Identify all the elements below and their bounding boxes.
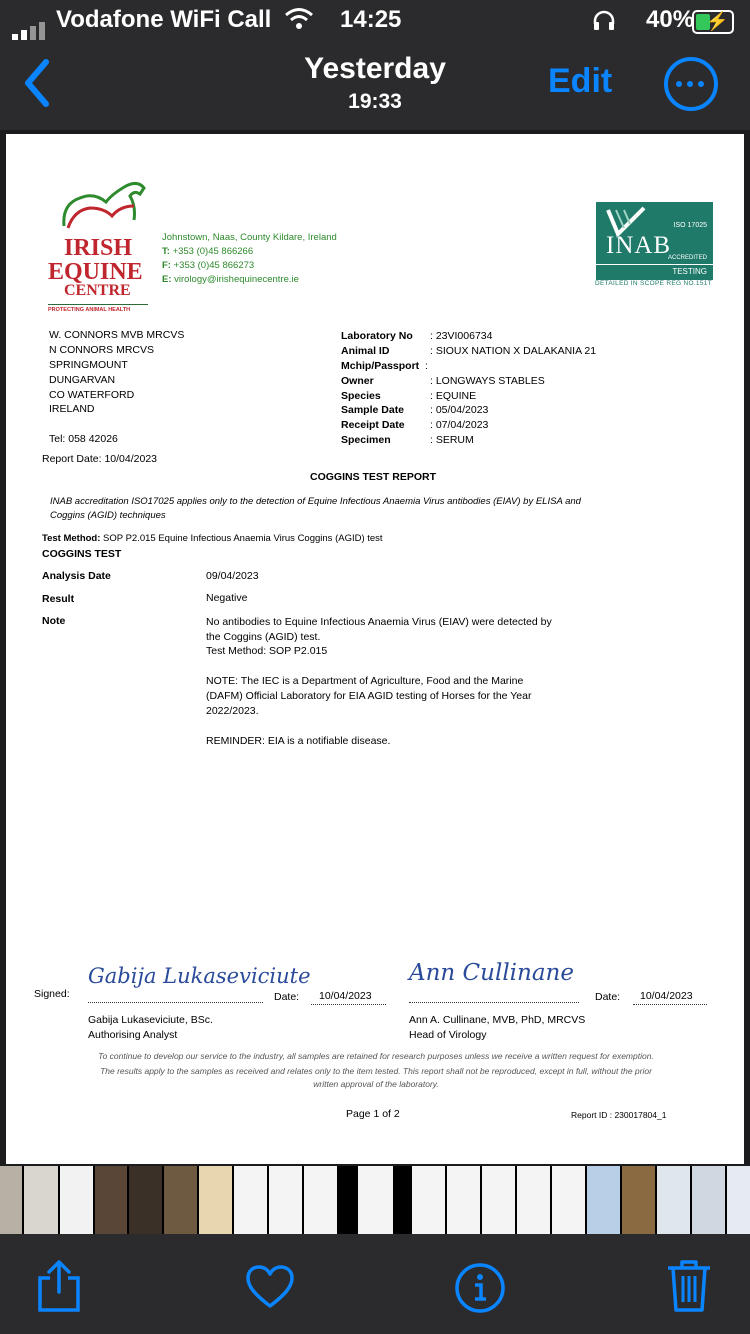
- analysis-date-label: Analysis Date: [42, 570, 111, 582]
- detail-value: : 07/04/2023: [430, 419, 489, 431]
- recipient-line: SPRINGMOUNT: [49, 359, 128, 371]
- recipient-line: N CONNORS MRCVS: [49, 344, 155, 356]
- accreditation-note: Coggins (AGID) techniques: [50, 510, 166, 521]
- thumbnail[interactable]: [622, 1166, 655, 1234]
- thumbnail[interactable]: [199, 1166, 232, 1234]
- signature-line-2: [409, 1002, 579, 1003]
- detail-value: : SERUM: [430, 434, 474, 446]
- logo-equine: EQUINE: [48, 259, 143, 285]
- signer1-date: 10/04/2023: [319, 990, 372, 1002]
- signature-2: Ann Cullinane: [409, 960, 574, 986]
- contact-fax: F: +353 (0)45 866273: [162, 260, 255, 271]
- thumbnail[interactable]: [482, 1166, 515, 1234]
- status-time: 14:25: [340, 6, 402, 33]
- thumbnail[interactable]: [164, 1166, 197, 1234]
- thumbnail[interactable]: [692, 1166, 725, 1234]
- heart-icon[interactable]: [244, 1264, 296, 1310]
- thumbnail-current[interactable]: [358, 1166, 393, 1234]
- signature-line-1: [88, 1002, 263, 1003]
- detail-label: Mchip/Passport: [341, 360, 420, 372]
- logo-irish: IRISH: [64, 235, 133, 261]
- thumbnail[interactable]: [60, 1166, 93, 1234]
- edit-button[interactable]: Edit: [548, 62, 613, 100]
- thumbnail[interactable]: [129, 1166, 162, 1234]
- signer2-role: Head of Virology: [409, 1029, 487, 1041]
- battery-percent: 40%: [646, 6, 695, 33]
- nav-subtitle: 19:33: [348, 90, 402, 113]
- note-line: (DAFM) Official Laboratory for EIA AGID testing of Horses for the Year: [206, 690, 532, 702]
- thumbnail[interactable]: [552, 1166, 585, 1234]
- signature-1: Gabija Lukaseviciute: [88, 964, 311, 988]
- date-line-1: [311, 1004, 386, 1005]
- detail-value: : LONGWAYS STABLES: [430, 375, 545, 387]
- trash-icon[interactable]: [666, 1258, 712, 1314]
- bottom-toolbar: [0, 1234, 750, 1334]
- signal-icon: [12, 12, 48, 40]
- inab-logo: ISO 17025 INAB ACCREDITED TESTING: [596, 202, 713, 280]
- thumbnail[interactable]: [657, 1166, 690, 1234]
- inab-caption: DETAILED IN SCOPE REG NO.151T: [595, 280, 712, 287]
- recipient-line: DUNGARVAN: [49, 374, 116, 386]
- analysis-date-value: 09/04/2023: [206, 570, 259, 582]
- thumbnail[interactable]: [0, 1166, 22, 1234]
- recipient-tel: Tel: 058 42026: [49, 433, 118, 445]
- signer2-date: 10/04/2023: [640, 990, 693, 1002]
- date-label: Date:: [274, 991, 300, 1003]
- detail-label: Species: [341, 390, 381, 402]
- detail-value: : EQUINE: [430, 390, 477, 402]
- thumbnail[interactable]: [95, 1166, 127, 1234]
- result-label: Result: [42, 593, 75, 605]
- footnote: The results apply to the samples as received and relates only to the item tested. This report shall not be reproduced, except in full, without the prior: [100, 1066, 652, 1076]
- recipient-line: IRELAND: [49, 403, 95, 415]
- detail-value: : 05/04/2023: [430, 404, 489, 416]
- wifi-icon: [284, 6, 314, 30]
- headphones-icon: [592, 10, 616, 32]
- footnote: written approval of the laboratory.: [313, 1079, 439, 1089]
- contact-address: Johnstown, Naas, County Kildare, Ireland: [162, 232, 337, 243]
- logo-tagline: PROTECTING ANIMAL HEALTH: [48, 304, 148, 313]
- detail-label: Specimen: [341, 434, 391, 446]
- date-label: Date:: [595, 991, 621, 1003]
- note-line: No antibodies to Equine Infectious Anaemia Virus (EIAV) were detected by: [206, 616, 552, 628]
- report-date: Report Date: 10/04/2023: [42, 453, 157, 465]
- signer1-role: Authorising Analyst: [88, 1029, 178, 1041]
- detail-value: :: [425, 360, 428, 372]
- note-line: the Coggins (AGID) test.: [206, 631, 321, 643]
- test-method-line: Test Method: SOP P2.015 Equine Infectious Anaemia Virus Coggins (AGID) test: [42, 533, 383, 544]
- thumbnail[interactable]: [517, 1166, 550, 1234]
- note-line: NOTE: The IEC is a Department of Agriculture, Food and the Marine: [206, 675, 524, 687]
- section-title: COGGINS TEST: [42, 548, 122, 560]
- page-number: Page 1 of 2: [346, 1108, 400, 1120]
- thumbnail[interactable]: [587, 1166, 620, 1234]
- thumbnail[interactable]: [412, 1166, 445, 1234]
- logo-centre: CENTRE: [64, 282, 131, 299]
- accreditation-note: INAB accreditation ISO17025 applies only to the detection of Equine Infectious Anaemia Virus antibodies (EIAV) by ELISA and: [50, 496, 581, 507]
- recipient-line: W. CONNORS MVB MRCVS: [49, 329, 185, 341]
- recipient-line: CO WATERFORD: [49, 389, 135, 401]
- status-bar: [0, 6, 750, 36]
- signer1-name: Gabija Lukaseviciute, BSc.: [88, 1014, 213, 1026]
- contact-phone: T: +353 (0)45 866266: [162, 246, 254, 257]
- note-line: Test Method: SOP P2.015: [206, 645, 328, 657]
- detail-value: : SIOUX NATION X DALAKANIA 21: [430, 345, 597, 357]
- document-page: [6, 134, 744, 1164]
- signer2-name: Ann A. Cullinane, MVB, PhD, MRCVS: [409, 1014, 586, 1026]
- result-value: Negative: [206, 592, 248, 604]
- thumbnail[interactable]: [234, 1166, 267, 1234]
- detail-label: Owner: [341, 375, 374, 387]
- top-bar: [0, 0, 750, 130]
- note-label: Note: [42, 615, 66, 627]
- nav-title: Yesterday: [304, 52, 446, 85]
- signed-label: Signed:: [34, 988, 70, 1000]
- thumbnail[interactable]: [269, 1166, 302, 1234]
- more-icon[interactable]: [664, 57, 718, 111]
- inab-name: INAB: [606, 232, 672, 259]
- date-line-2: [633, 1004, 707, 1005]
- thumbnail[interactable]: [447, 1166, 480, 1234]
- footnote: To continue to develop our service to the industry, all samples are retained for research purposes unless we receive a written request for exemption.: [98, 1051, 654, 1061]
- thumbnail[interactable]: [304, 1166, 337, 1234]
- contact-email: E: virology@irishequinecentre.ie: [162, 274, 299, 285]
- thumbnail[interactable]: [24, 1166, 58, 1234]
- share-icon[interactable]: [36, 1258, 82, 1314]
- info-icon[interactable]: [454, 1262, 506, 1314]
- carrier-name: Vodafone WiFi Call: [56, 6, 272, 33]
- detail-value: : 23VI006734: [430, 330, 493, 342]
- horse-logo-icon: [54, 176, 152, 234]
- detail-label: Receipt Date: [341, 419, 405, 431]
- thumbnail[interactable]: [727, 1166, 750, 1234]
- report-id: Report ID : 230017804_1: [571, 1110, 667, 1120]
- detail-label: Laboratory No: [341, 330, 413, 342]
- detail-label: Sample Date: [341, 404, 405, 416]
- detail-label: Animal ID: [341, 345, 390, 357]
- report-title: COGGINS TEST REPORT: [310, 471, 437, 483]
- reminder-line: REMINDER: EIA is a notifiable disease.: [206, 735, 391, 747]
- battery-icon: ⚡: [692, 10, 734, 34]
- note-line: 2022/2023.: [206, 705, 259, 717]
